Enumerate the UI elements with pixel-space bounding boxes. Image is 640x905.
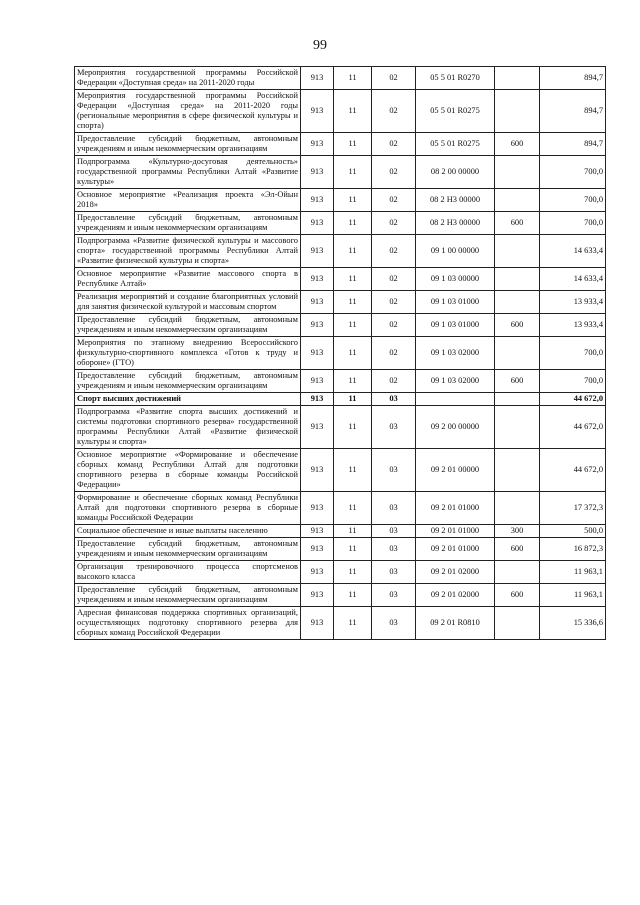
table-row [75, 370, 606, 393]
table-row [75, 156, 606, 189]
row-ved-cell: 913 [301, 449, 334, 492]
row-pr-cell: 03 [372, 492, 416, 525]
row-csr-cell: 08 2 Н3 00000 [416, 189, 495, 212]
row-rz-cell: 11 [334, 492, 372, 525]
row-pr-cell: 03 [372, 607, 416, 640]
row-rz-cell: 11 [334, 449, 372, 492]
table-row [75, 133, 606, 156]
row-ved-cell: 913 [301, 370, 334, 393]
row-rz-cell: 11 [334, 189, 372, 212]
table-row [75, 235, 606, 268]
row-name-cell: Социальное обеспечение и иные выплаты населению [75, 525, 301, 538]
table-row [75, 337, 606, 370]
table-row [75, 291, 606, 314]
row-pr-cell: 02 [372, 133, 416, 156]
row-ved-cell: 913 [301, 538, 334, 561]
row-name-cell: Организация тренировочного процесса спортсменов высокого класса [75, 561, 301, 584]
row-ved-cell: 913 [301, 67, 334, 90]
row-rz-cell: 11 [334, 212, 372, 235]
row-ved-cell: 913 [301, 337, 334, 370]
row-vr-cell [495, 189, 540, 212]
row-name-cell: Подпрограмма «Культурно-досуговая деятельность» государственной программы Республики Алтай «Развитие культуры» [75, 156, 301, 189]
row-vr-cell [495, 607, 540, 640]
row-rz-cell: 11 [334, 291, 372, 314]
row-vr-cell [495, 67, 540, 90]
table-row [75, 406, 606, 449]
table-row [75, 561, 606, 584]
row-vr-cell: 600 [495, 314, 540, 337]
row-sum-cell: 17 372,3 [540, 492, 606, 525]
row-ved-cell: 913 [301, 212, 334, 235]
row-ved-cell: 913 [301, 314, 334, 337]
row-csr-cell: 09 2 01 01000 [416, 492, 495, 525]
row-csr-cell: 09 1 03 01000 [416, 291, 495, 314]
table-row [75, 212, 606, 235]
row-csr-cell: 08 2 00 00000 [416, 156, 495, 189]
row-name-cell: Формирование и обеспечение сборных команд Республики Алтай для подготовки спортивного резерва в сборные команды Российской Федерации [75, 492, 301, 525]
row-sum-cell: 11 963,1 [540, 584, 606, 607]
row-csr-cell: 09 2 01 02000 [416, 584, 495, 607]
row-rz-cell: 11 [334, 584, 372, 607]
row-ved-cell: 913 [301, 268, 334, 291]
budget-table [74, 66, 606, 640]
row-ved-cell: 913 [301, 189, 334, 212]
row-pr-cell: 02 [372, 235, 416, 268]
row-vr-cell [495, 492, 540, 525]
row-rz-cell: 11 [334, 67, 372, 90]
row-sum-cell: 700,0 [540, 156, 606, 189]
row-vr-cell: 600 [495, 584, 540, 607]
row-vr-cell [495, 393, 540, 406]
table-row [75, 67, 606, 90]
row-rz-cell: 11 [334, 268, 372, 291]
row-sum-cell: 700,0 [540, 212, 606, 235]
table-row [75, 393, 606, 406]
row-ved-cell: 913 [301, 156, 334, 189]
row-csr-cell: 09 1 03 01000 [416, 314, 495, 337]
row-vr-cell: 600 [495, 538, 540, 561]
table-row [75, 449, 606, 492]
row-csr-cell: 09 2 00 00000 [416, 406, 495, 449]
row-rz-cell: 11 [334, 561, 372, 584]
row-ved-cell: 913 [301, 291, 334, 314]
row-sum-cell: 44 672,0 [540, 406, 606, 449]
row-pr-cell: 02 [372, 212, 416, 235]
row-ved-cell: 913 [301, 133, 334, 156]
row-vr-cell: 600 [495, 212, 540, 235]
row-name-cell: Предоставление субсидий бюджетным, автономным учреждениям и иным некоммерческим организациям [75, 584, 301, 607]
row-name-cell: Предоставление субсидий бюджетным, автономным учреждениям и иным некоммерческим организациям [75, 133, 301, 156]
row-ved-cell: 913 [301, 406, 334, 449]
table-row [75, 314, 606, 337]
row-rz-cell: 11 [334, 525, 372, 538]
row-rz-cell: 11 [334, 370, 372, 393]
row-pr-cell: 02 [372, 314, 416, 337]
row-pr-cell: 02 [372, 370, 416, 393]
row-vr-cell [495, 449, 540, 492]
row-csr-cell: 05 5 01 R0275 [416, 133, 495, 156]
table-row [75, 492, 606, 525]
row-pr-cell: 03 [372, 449, 416, 492]
row-sum-cell: 700,0 [540, 189, 606, 212]
row-sum-cell: 894,7 [540, 133, 606, 156]
row-vr-cell: 600 [495, 133, 540, 156]
row-sum-cell: 44 672,0 [540, 393, 606, 406]
row-vr-cell [495, 268, 540, 291]
row-name-cell: Мероприятия государственной программы Российской Федерации «Доступная среда» на 2011-2020 годы [75, 67, 301, 90]
row-csr-cell: 09 2 01 R0810 [416, 607, 495, 640]
row-ved-cell: 913 [301, 90, 334, 133]
row-vr-cell [495, 337, 540, 370]
row-rz-cell: 11 [334, 90, 372, 133]
row-name-cell: Мероприятия по этапному внедрению Всероссийского физкультурно-спортивного комплекса «Готов к труду и обороне» (ГТО) [75, 337, 301, 370]
row-vr-cell [495, 90, 540, 133]
row-name-cell: Основное мероприятие «Формирование и обеспечение сборных команд Республики Алтай для подготовки спортивного резерва в сборные команды Российской Федерации» [75, 449, 301, 492]
row-sum-cell: 13 933,4 [540, 291, 606, 314]
row-rz-cell: 11 [334, 156, 372, 189]
row-csr-cell: 09 1 03 02000 [416, 337, 495, 370]
row-ved-cell: 913 [301, 607, 334, 640]
row-sum-cell: 13 933,4 [540, 314, 606, 337]
row-vr-cell [495, 156, 540, 189]
row-pr-cell: 03 [372, 561, 416, 584]
row-csr-cell: 09 2 01 02000 [416, 561, 495, 584]
row-ved-cell: 913 [301, 492, 334, 525]
row-pr-cell: 02 [372, 156, 416, 189]
row-csr-cell [416, 393, 495, 406]
row-vr-cell [495, 291, 540, 314]
row-sum-cell: 14 633,4 [540, 268, 606, 291]
row-csr-cell: 05 5 01 R0275 [416, 90, 495, 133]
row-vr-cell: 300 [495, 525, 540, 538]
row-sum-cell: 894,7 [540, 67, 606, 90]
row-name-cell: Подпрограмма «Развитие физической культуры и массового спорта» государственной программы Республики Алтай «Развитие физической культуры и спорта» [75, 235, 301, 268]
table-row [75, 584, 606, 607]
row-rz-cell: 11 [334, 235, 372, 268]
row-vr-cell: 600 [495, 370, 540, 393]
table-body [75, 67, 606, 640]
row-name-cell: Спорт высших достижений [75, 393, 301, 406]
row-pr-cell: 03 [372, 406, 416, 449]
row-csr-cell: 08 2 Н3 00000 [416, 212, 495, 235]
row-name-cell: Основное мероприятие «Развитие массового спорта в Республике Алтай» [75, 268, 301, 291]
row-ved-cell: 913 [301, 235, 334, 268]
row-pr-cell: 03 [372, 538, 416, 561]
row-rz-cell: 11 [334, 406, 372, 449]
row-rz-cell: 11 [334, 538, 372, 561]
row-rz-cell: 11 [334, 314, 372, 337]
row-vr-cell [495, 235, 540, 268]
row-vr-cell [495, 561, 540, 584]
row-sum-cell: 700,0 [540, 370, 606, 393]
table-row [75, 607, 606, 640]
row-ved-cell: 913 [301, 393, 334, 406]
row-pr-cell: 02 [372, 291, 416, 314]
row-ved-cell: 913 [301, 584, 334, 607]
table-row [75, 268, 606, 291]
row-sum-cell: 500,0 [540, 525, 606, 538]
row-csr-cell: 09 2 01 00000 [416, 449, 495, 492]
row-sum-cell: 700,0 [540, 337, 606, 370]
row-csr-cell: 09 1 03 02000 [416, 370, 495, 393]
row-pr-cell: 03 [372, 393, 416, 406]
row-sum-cell: 894,7 [540, 90, 606, 133]
row-ved-cell: 913 [301, 525, 334, 538]
row-pr-cell: 02 [372, 268, 416, 291]
page-number: 99 [313, 38, 327, 53]
row-name-cell: Мероприятия государственной программы Российской Федерации «Доступная среда» на 2011-2020 годы (региональные мероприятия в сфере физической культуры и спорта) [75, 90, 301, 133]
row-sum-cell: 14 633,4 [540, 235, 606, 268]
table-row [75, 90, 606, 133]
row-pr-cell: 03 [372, 584, 416, 607]
row-pr-cell: 02 [372, 90, 416, 133]
row-csr-cell: 09 2 01 01000 [416, 538, 495, 561]
row-name-cell: Предоставление субсидий бюджетным, автономным учреждениям и иным некоммерческим организациям [75, 370, 301, 393]
row-name-cell: Предоставление субсидий бюджетным, автономным учреждениям и иным некоммерческим организациям [75, 538, 301, 561]
row-name-cell: Реализация мероприятий и создание благоприятных условий для занятия физической культурой и массовым спортом [75, 291, 301, 314]
row-csr-cell: 09 1 00 00000 [416, 235, 495, 268]
row-pr-cell: 02 [372, 67, 416, 90]
row-sum-cell: 44 672,0 [540, 449, 606, 492]
row-pr-cell: 02 [372, 337, 416, 370]
row-sum-cell: 16 872,3 [540, 538, 606, 561]
row-rz-cell: 11 [334, 607, 372, 640]
row-pr-cell: 02 [372, 189, 416, 212]
row-rz-cell: 11 [334, 337, 372, 370]
row-name-cell: Адресная финансовая поддержка спортивных организаций, осуществляющих подготовку спортивного резерва для сборных команд Российской Федерации [75, 607, 301, 640]
table-row [75, 525, 606, 538]
row-csr-cell: 09 2 01 01000 [416, 525, 495, 538]
row-name-cell: Подпрограмма «Развитие спорта высших достижений и системы подготовки спортивного резерва» государственной программы Республики Алтай «Развитие физической культуры и спорта» [75, 406, 301, 449]
row-csr-cell: 05 5 01 R0270 [416, 67, 495, 90]
row-name-cell: Основное мероприятие «Реализация проекта «Эл-Ойын 2018» [75, 189, 301, 212]
row-name-cell: Предоставление субсидий бюджетным, автономным учреждениям и иным некоммерческим организациям [75, 314, 301, 337]
table-row [75, 189, 606, 212]
row-csr-cell: 09 1 03 00000 [416, 268, 495, 291]
row-vr-cell [495, 406, 540, 449]
row-name-cell: Предоставление субсидий бюджетным, автономным учреждениям и иным некоммерческим организациям [75, 212, 301, 235]
row-ved-cell: 913 [301, 561, 334, 584]
row-rz-cell: 11 [334, 133, 372, 156]
row-pr-cell: 03 [372, 525, 416, 538]
row-rz-cell: 11 [334, 393, 372, 406]
row-sum-cell: 15 336,6 [540, 607, 606, 640]
row-sum-cell: 11 963,1 [540, 561, 606, 584]
table-row [75, 538, 606, 561]
